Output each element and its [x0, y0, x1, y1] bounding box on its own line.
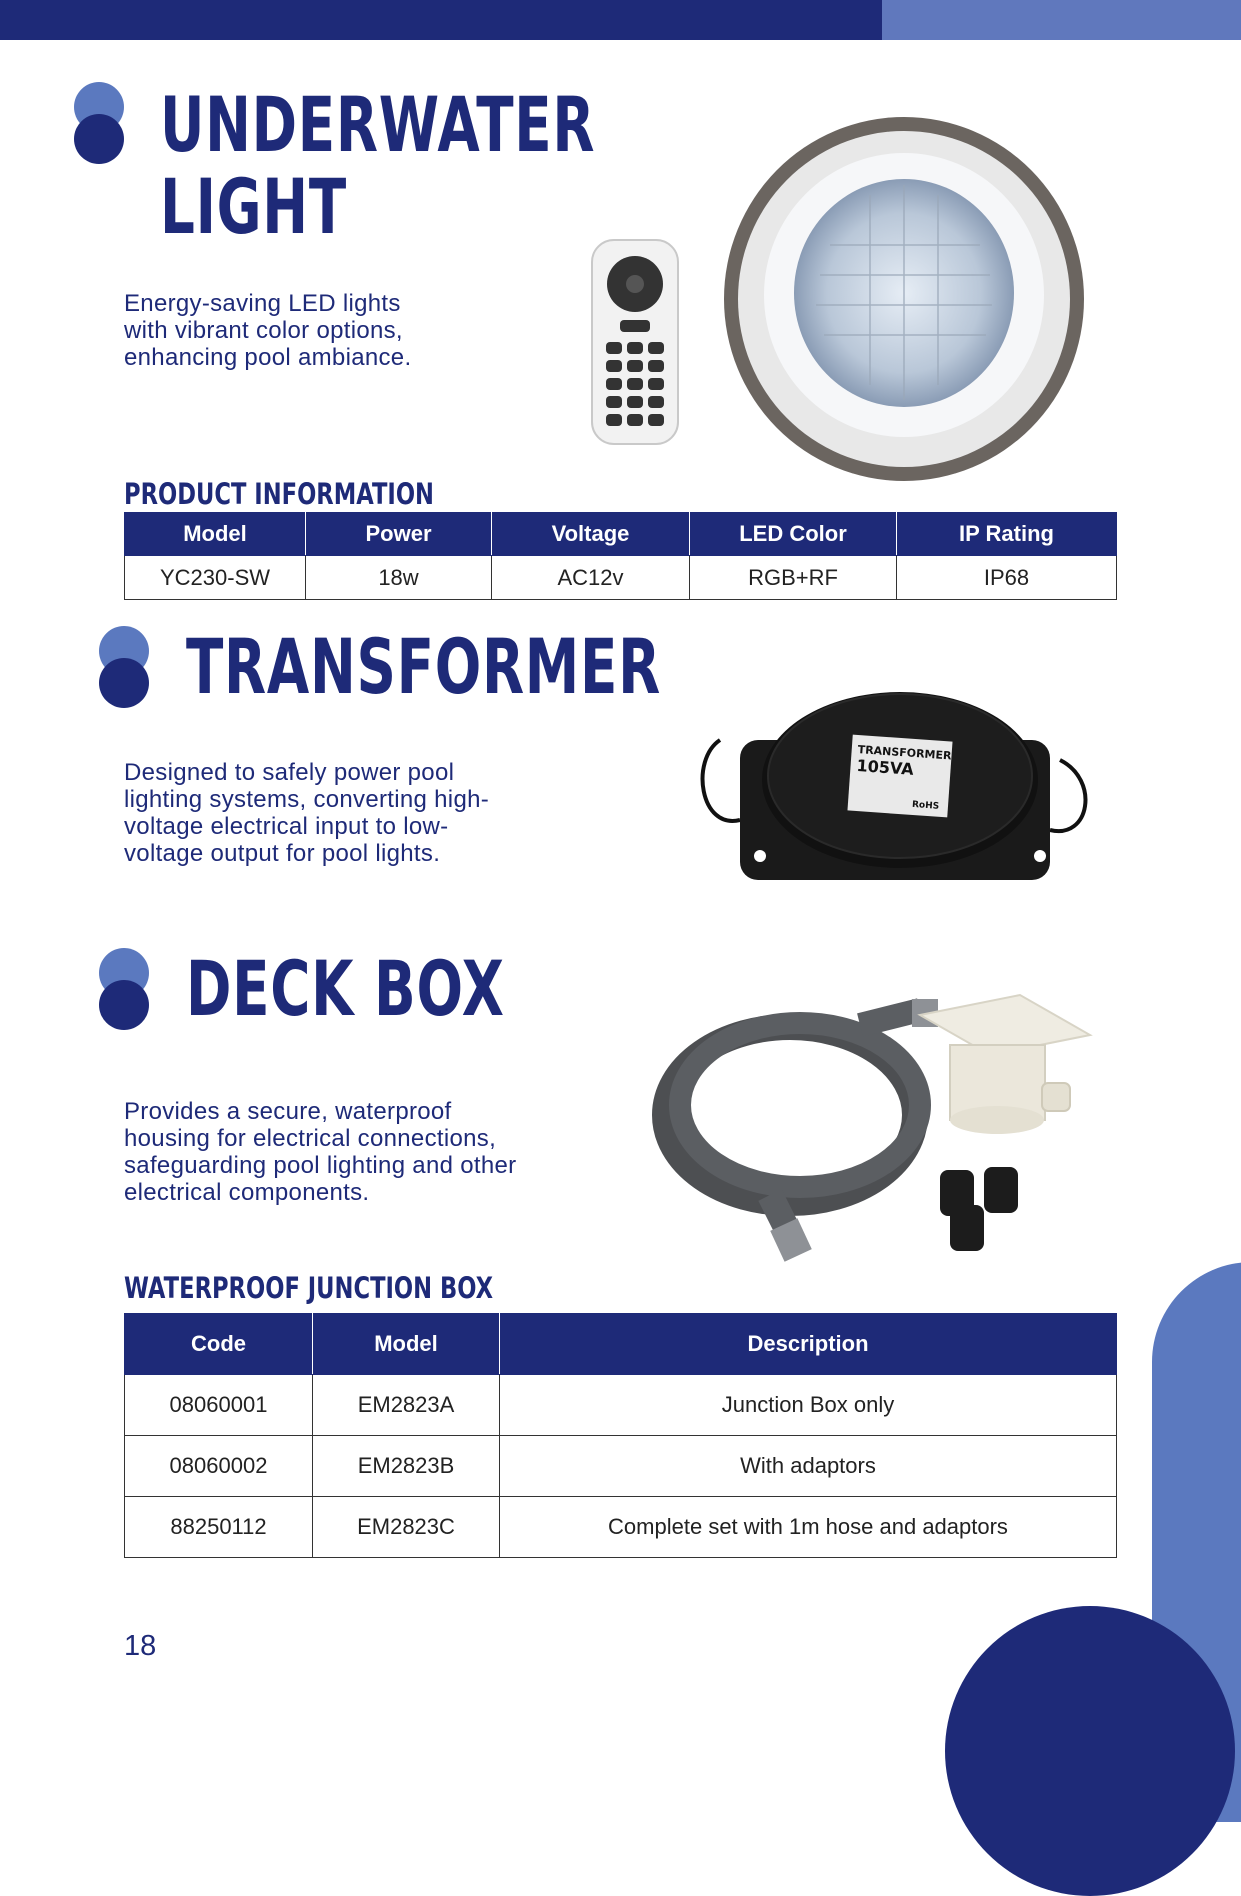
deck-box-image: [650, 985, 1090, 1270]
deck-box-title: DECK BOX: [186, 944, 505, 1033]
table-cell: Junction Box only: [500, 1375, 1117, 1436]
table-cell: IP68: [897, 556, 1117, 600]
desc-line: Provides a secure, waterproof: [124, 1098, 452, 1125]
transformer-description: [124, 759, 489, 867]
desc-line: enhancing pool ambiance.: [124, 344, 412, 371]
product-information-title: PRODUCT INFORMATION: [124, 477, 434, 511]
product-information-table: [124, 512, 1117, 600]
transformer-label-text: TRANSFORMER: [857, 743, 952, 763]
column-header: Code: [125, 1314, 313, 1375]
top-bar-light: [882, 0, 1241, 40]
section-bullet-icon: [99, 948, 149, 1030]
desc-line: lighting systems, converting high-: [124, 786, 490, 813]
desc-line: safeguarding pool lighting and other: [124, 1152, 517, 1179]
section-bullet-icon: [99, 626, 149, 708]
remote-control-image: [588, 238, 684, 448]
table-cell: RGB+RF: [690, 556, 897, 600]
top-bar-dark: [0, 0, 882, 40]
desc-line: voltage electrical input to low-: [124, 813, 449, 840]
table-row: [125, 556, 1117, 600]
transformer-title: TRANSFORMER: [186, 622, 661, 711]
table-cell: EM2823C: [313, 1497, 500, 1558]
desc-line: voltage output for pool lights.: [124, 840, 441, 867]
table-cell: 88250112: [125, 1497, 313, 1558]
pool-light-image: [720, 115, 1090, 485]
underwater-light-title: [160, 80, 596, 251]
transformer-image: [700, 680, 1090, 910]
table-cell: EM2823A: [313, 1375, 500, 1436]
table-cell: Complete set with 1m hose and adaptors: [500, 1497, 1117, 1558]
table-row: [125, 1497, 1117, 1558]
table-header-row: [125, 1314, 1117, 1375]
desc-line: Energy-saving LED lights: [124, 290, 401, 317]
column-header: LED Color: [690, 513, 897, 556]
table-cell: 08060001: [125, 1375, 313, 1436]
table-cell: YC230-SW: [125, 556, 306, 600]
column-header: IP Rating: [897, 513, 1117, 556]
table-row: [125, 1436, 1117, 1497]
desc-line: housing for electrical connections,: [124, 1125, 497, 1152]
desc-line: electrical components.: [124, 1179, 370, 1206]
column-header: Power: [306, 513, 492, 556]
underwater-light-description: [124, 290, 411, 371]
table-cell: 18w: [306, 556, 492, 600]
table-cell: EM2823B: [313, 1436, 500, 1497]
waterproof-junction-box-title: WATERPROOF JUNCTION BOX: [124, 1271, 494, 1305]
table-cell: 08060002: [125, 1436, 313, 1497]
section-bullet-icon: [74, 82, 124, 164]
decorative-circle: [945, 1606, 1235, 1896]
transformer-label-rating: 105VA: [855, 755, 915, 779]
desc-line: with vibrant color options,: [124, 317, 403, 344]
column-header: Voltage: [492, 513, 690, 556]
column-header: Model: [313, 1314, 500, 1375]
deck-box-description: [124, 1098, 516, 1206]
table-cell: AC12v: [492, 556, 690, 600]
page-number: 18: [124, 1630, 157, 1662]
table-row: [125, 1375, 1117, 1436]
title-line-2: LIGHT: [160, 162, 347, 251]
junction-box-table: [124, 1313, 1117, 1558]
transformer-label-rohs: RoHS: [911, 799, 940, 812]
desc-line: Designed to safely power pool: [124, 759, 455, 786]
table-header-row: [125, 513, 1117, 556]
column-header: Description: [500, 1314, 1117, 1375]
column-header: Model: [125, 513, 306, 556]
title-line-1: UNDERWATER: [160, 80, 596, 169]
table-cell: With adaptors: [500, 1436, 1117, 1497]
